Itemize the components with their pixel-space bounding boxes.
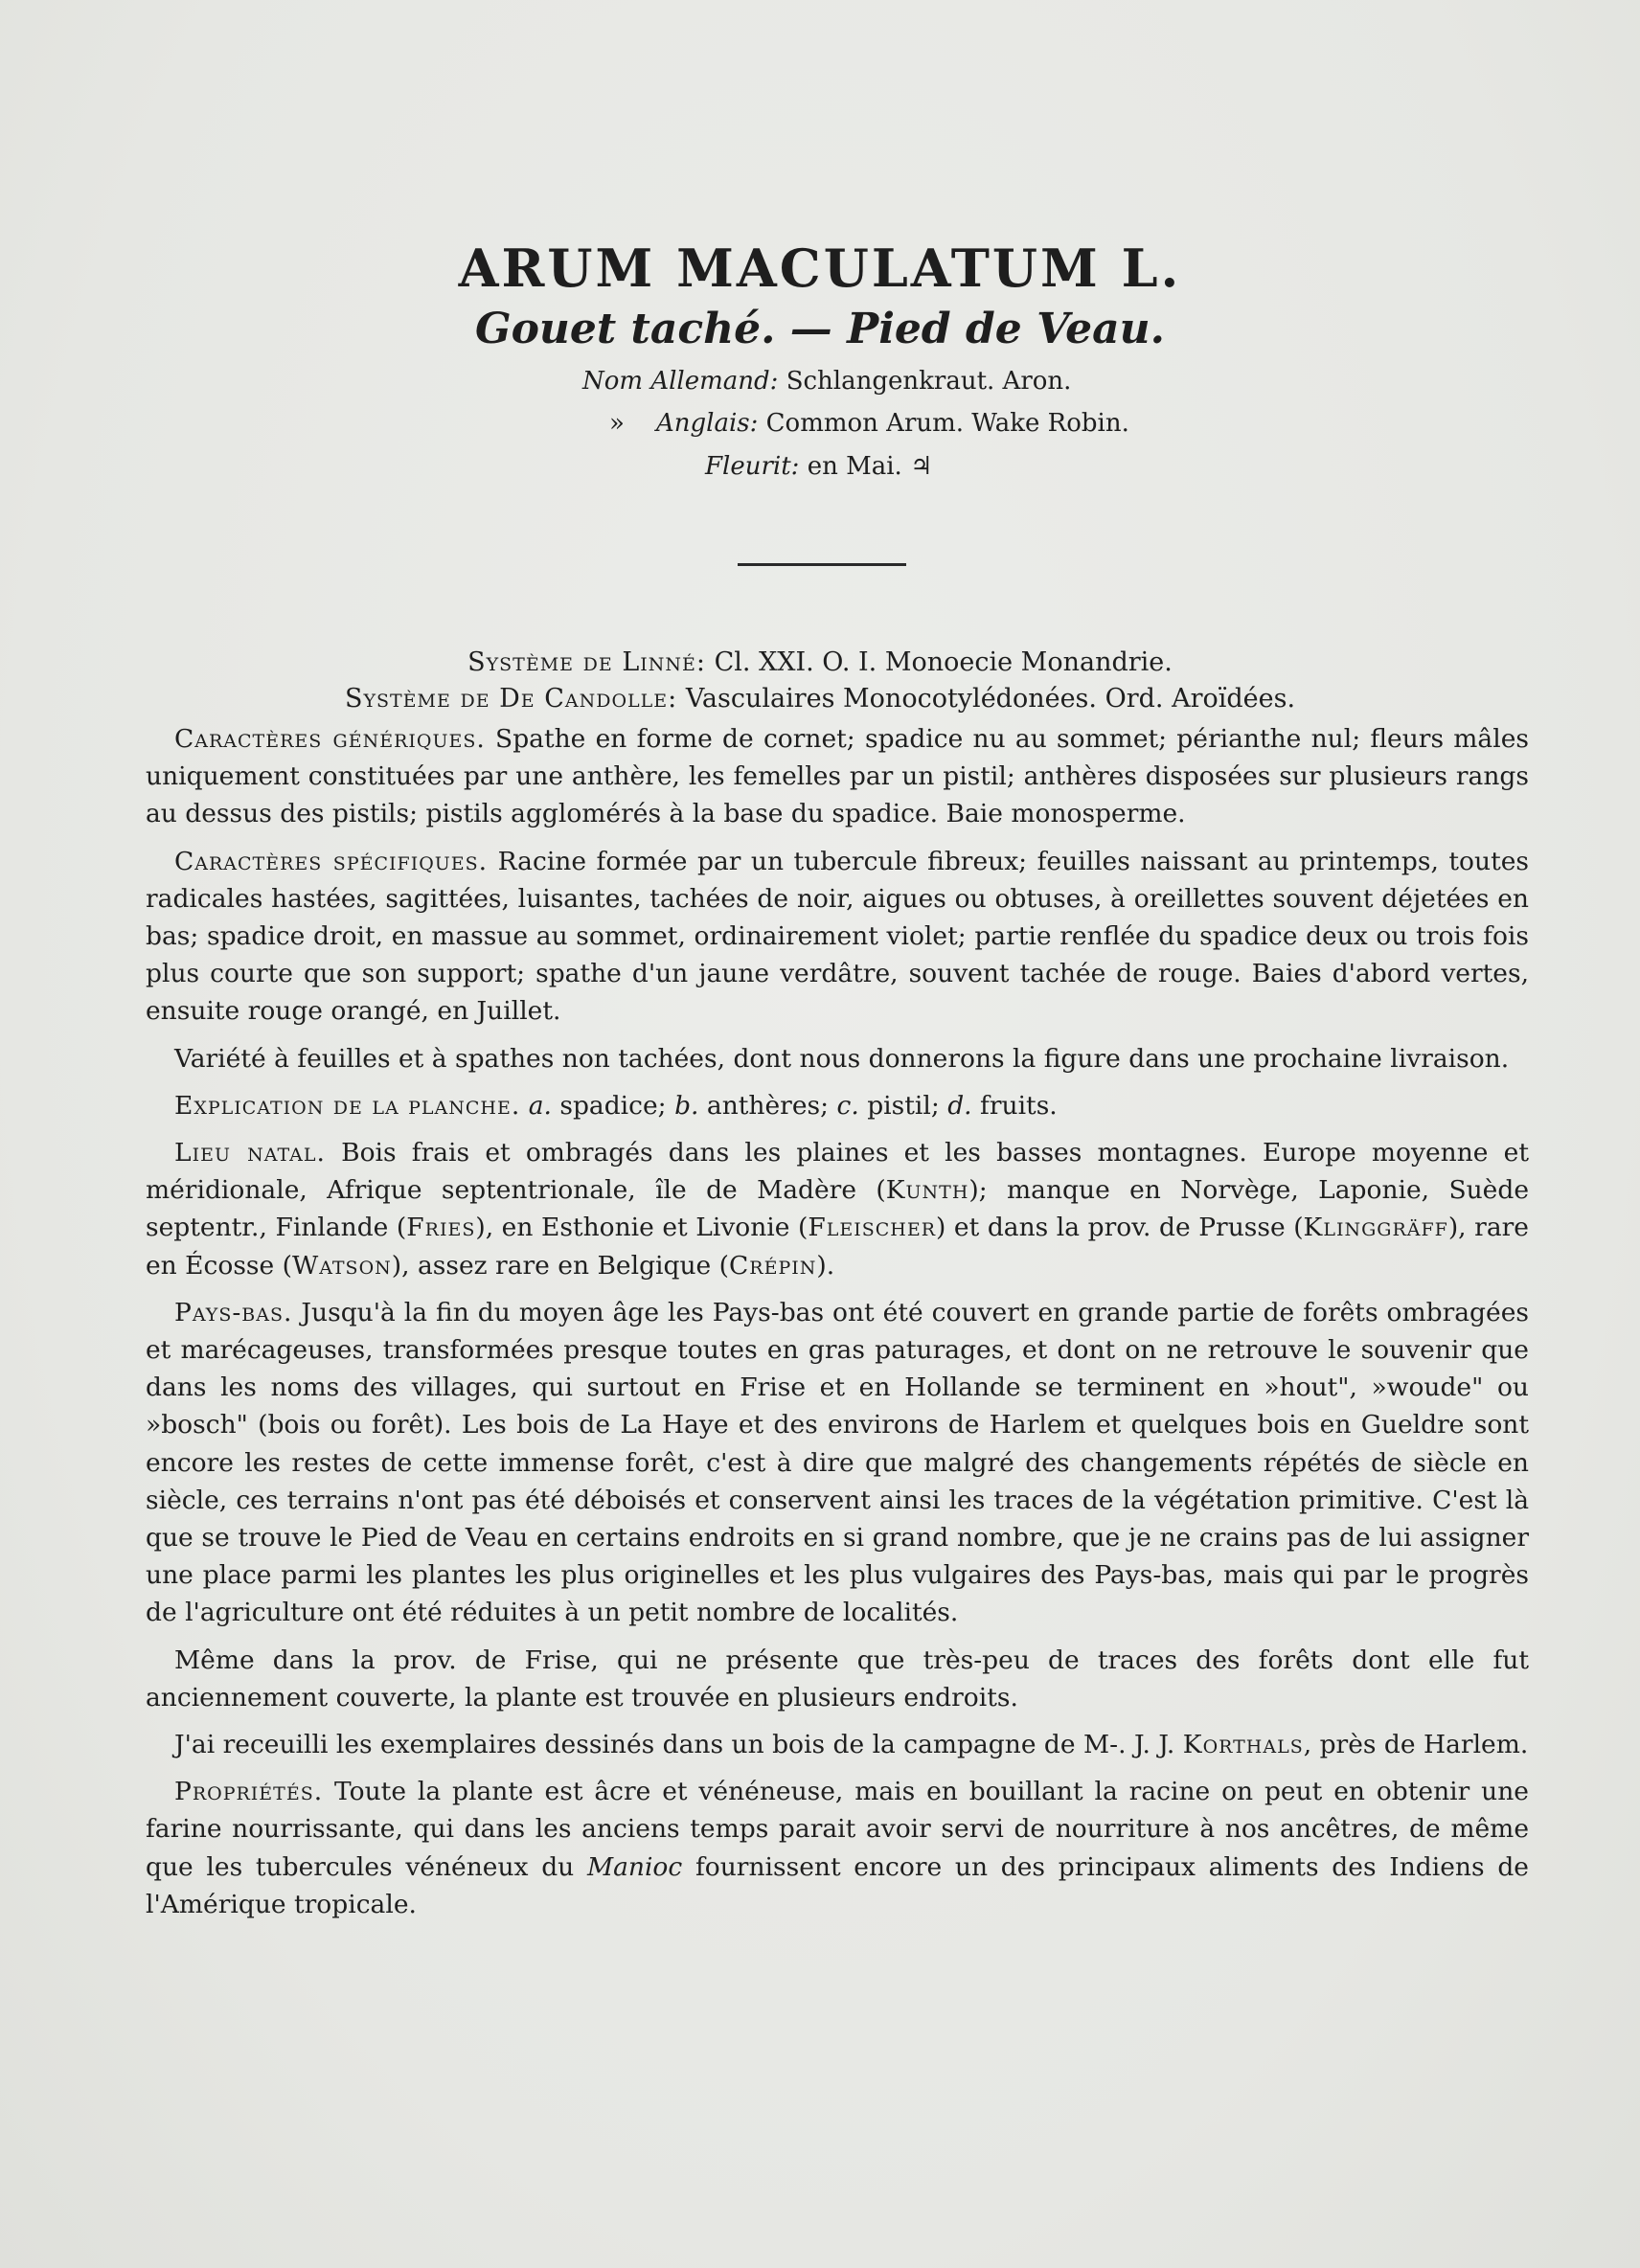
specimens-text-2: , près de Harlem.: [1303, 1730, 1529, 1760]
divider-rule: [738, 563, 906, 566]
page-title: ARUM MACULATUM L.: [458, 238, 1182, 299]
plate-text-a: spadice;: [559, 1090, 667, 1121]
paragraph-frise: [146, 1642, 1529, 1716]
properties-label: Propriétés.: [174, 1777, 324, 1807]
native-place-text-7: ).: [816, 1250, 835, 1281]
author-kunth: Kunth: [885, 1175, 969, 1206]
linne-system-line: [0, 647, 1640, 677]
english-label: Anglais:: [655, 409, 759, 438]
plate-explanation-label: Explication de la planche.: [174, 1090, 521, 1121]
manioc-term: Manioc: [586, 1851, 683, 1882]
native-place-text-5: ), rare en Écosse (: [146, 1213, 1529, 1281]
page-subtitle: Gouet taché. — Pied de Veau.: [475, 305, 1165, 353]
english-value: Common Arum. Wake Robin.: [765, 409, 1129, 438]
decandolle-value: Vasculaires Monocotylédonées. Ord. Aroïdées.: [685, 684, 1296, 714]
paragraph-variety: [146, 1040, 1529, 1077]
netherlands-text: Jusqu'à la fin du moyen âge les Pays-bas ont été couvert en grande partie de forêts ombragées et marécageuses, transformées presque toutes en gras paturages, et dont on ne retrouve le souvenir que dans les noms des villages, qui surtout en Frise et en Hollande se terminent en »hout", »woude" ou »bosch" (bois ou forêt). Les bois de La Haye et des environs de Harlem et quelques bois en Gueldre sont encore les restes de cette immense forêt, c'est à dire que malgré des changements répétés de siècle en siècle, ces terrains n'ont pas été déboisés et conservent ainsi les traces de la végétation primitive. C'est là que se trouve le Pied de Veau en certains endroits en si grand nombre, que je ne crains pas de lui assigner une place parmi les plantes les plus originelles et les plus vulgaires des Pays-bas, mais qui par le progrès de l'agriculture ont été réduites à un petit nombre de localités.: [146, 1297, 1529, 1628]
german-value: Schlangenkraut. Aron.: [786, 367, 1072, 396]
plate-letter-a: a.: [528, 1090, 552, 1121]
german-label: Nom Allemand:: [582, 367, 779, 396]
specimens-text-1: J'ai receuilli les exemplaires dessinés dans un bois de la campagne de M-. J. J.: [174, 1730, 1175, 1760]
native-place-text-3: ), en Esthonie et Livonie (: [475, 1213, 809, 1243]
author-crepin: Crépin: [729, 1250, 817, 1281]
decandolle-label: Système de De Candolle:: [344, 684, 678, 714]
plate-letter-c: c.: [836, 1090, 859, 1121]
specific-characters-text: Racine formée par un tubercule fibreux; feuilles naissant au printemps, toutes radicales hastées, sagittées, luisantes, tachées de noir, aigues ou obtuses, à oreillettes souvent déjetées en bas; spadice droit, en massue au sommet, ordinairement violet; partie renflée du spadice deux ou trois fois plus courte que son support; spathe d'un jaune verdâtre, souvent tachée de rouge. Baies d'abord vertes, ensuite rouge orangé, en Juillet.: [146, 846, 1529, 1027]
native-place-label: Lieu natal.: [174, 1138, 326, 1168]
paragraph-specimens: [146, 1726, 1529, 1763]
native-place-text-2: ); manque en Norvège, Laponie, Suède septentr., Finlande (: [146, 1175, 1530, 1243]
linne-value: Cl. XXI. O. I. Monoecie Monandrie.: [714, 647, 1173, 677]
author-klinggraff: Klinggräff: [1303, 1213, 1448, 1243]
plate-letter-d: d.: [947, 1090, 972, 1121]
native-place-text-1: Bois frais et ombragés dans les plaines et les basses montagnes. Europe moyenne et méridionale, Afrique septentrionale, île de Madère (: [146, 1138, 1529, 1206]
paragraph-generic-characters: [146, 720, 1529, 833]
paragraph-netherlands: [146, 1294, 1529, 1632]
decandolle-system-line: [0, 684, 1640, 714]
plate-text-d: fruits.: [980, 1090, 1058, 1121]
body-text: [146, 720, 1529, 1933]
paragraph-plate-explanation: [146, 1087, 1529, 1124]
linne-label: Système de Linné:: [467, 647, 706, 677]
flowering-value: en Mai. ♃: [807, 452, 933, 481]
generic-characters-text: Spathe en forme de cornet; spadice nu au sommet; périanthe nul; fleurs mâles uniquement constituées par une anthère, les femelles par un pistil; anthères disposées sur plusieurs rangs au dessus des pistils; pistils agglomérés à la base du spadice. Baie monosperme.: [146, 724, 1529, 829]
flowering-label: Fleurit:: [705, 452, 800, 481]
flowering-row: [705, 452, 932, 481]
author-fries: Fries: [406, 1213, 476, 1243]
generic-characters-label: Caractères génériques.: [174, 724, 486, 754]
properties-text-1: Toute la plante est âcre et vénéneuse, mais en bouillant la racine on peut en obtenir une farine nourrissante, qui dans les anciens temps parait avoir servi de nourriture à nos ancêtres, de même que les tubercules vénéneux du: [146, 1777, 1529, 1882]
german-name-row: [582, 367, 1071, 396]
specific-characters-label: Caractères spécifiques.: [174, 846, 489, 876]
ditto-mark: »: [609, 409, 625, 438]
paragraph-specific-characters: [146, 843, 1529, 1031]
plate-text-b: anthères;: [706, 1090, 830, 1121]
frise-text: Même dans la prov. de Frise, qui ne présente que très-peu de traces des forêts dont elle fut anciennement couverte, la plante est trouvée en plusieurs endroits.: [146, 1644, 1529, 1712]
paragraph-native-place: [146, 1134, 1529, 1284]
author-watson: Watson: [291, 1250, 392, 1281]
variety-text: Variété à feuilles et à spathes non tachées, dont nous donnerons la figure dans une prochaine livraison.: [174, 1043, 1510, 1074]
properties-text-2: fournissent encore un des principaux aliments des Indiens de l'Amérique tropicale.: [146, 1851, 1529, 1919]
native-place-text-4: ) et dans la prov. de Prusse (: [936, 1213, 1304, 1243]
native-place-text-6: ), assez rare en Belgique (: [391, 1250, 729, 1281]
paragraph-properties: [146, 1773, 1529, 1923]
plate-text-c: pistil;: [867, 1090, 940, 1121]
author-fleischer: Fleischer: [808, 1213, 937, 1243]
plate-letter-b: b.: [674, 1090, 699, 1121]
english-name-row: [609, 409, 1129, 438]
collector-korthals: Korthals: [1182, 1730, 1304, 1760]
netherlands-label: Pays-bas.: [174, 1297, 293, 1327]
